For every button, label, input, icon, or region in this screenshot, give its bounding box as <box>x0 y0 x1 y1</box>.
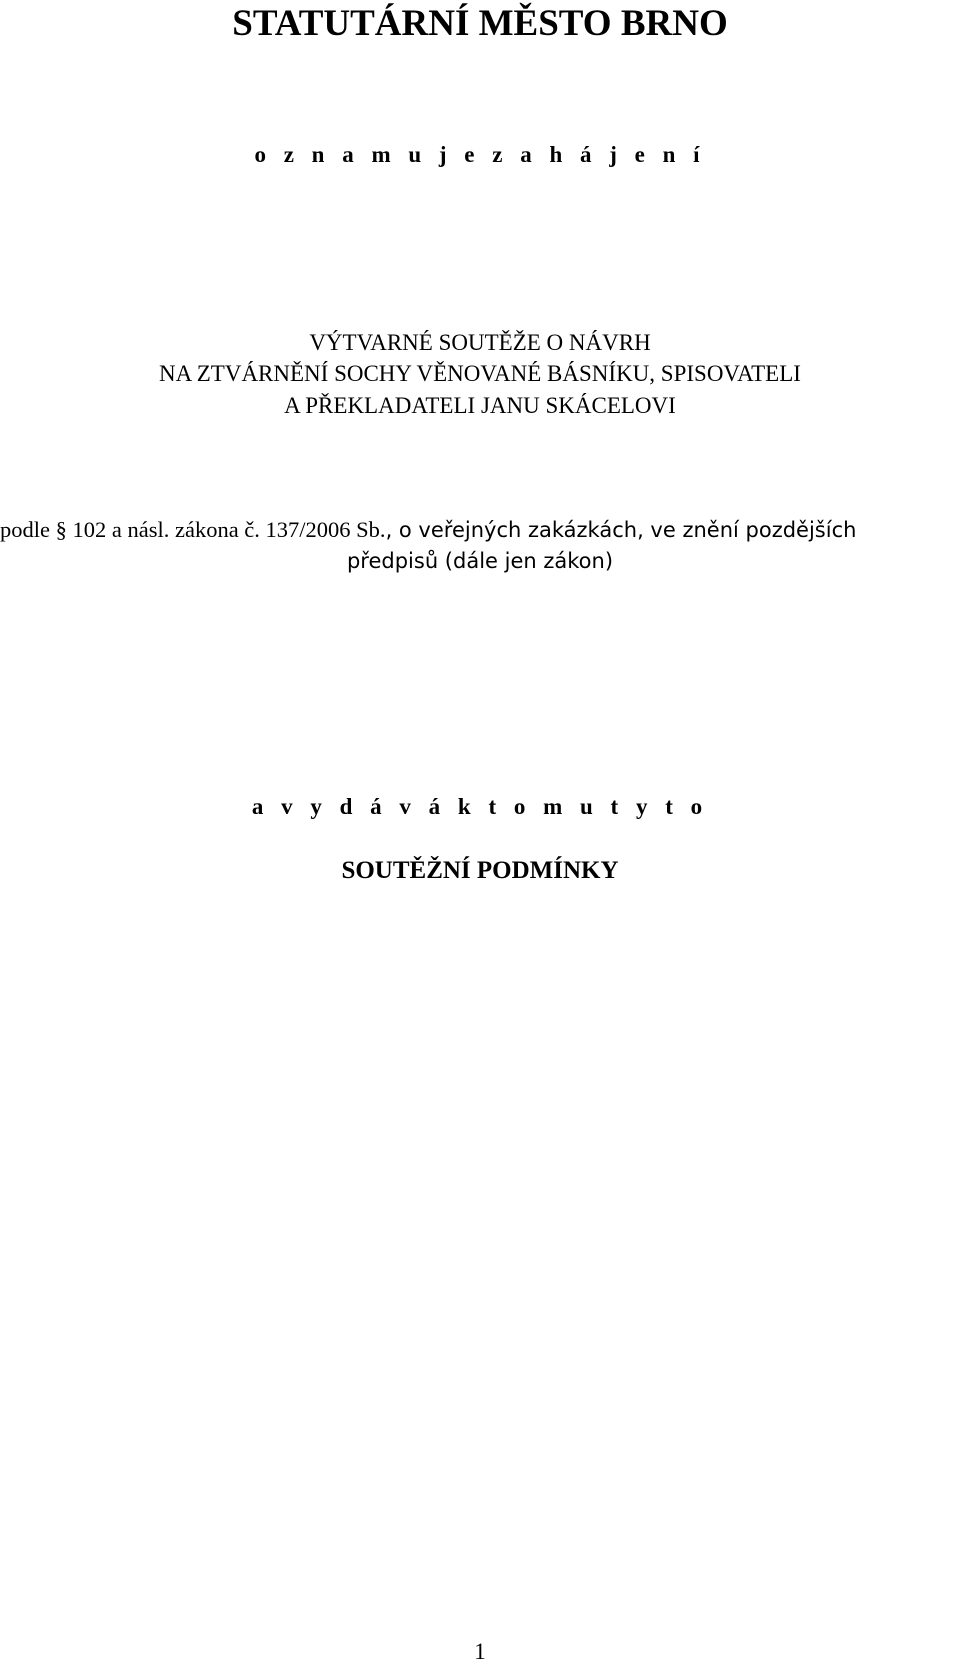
document-title: STATUTÁRNÍ MĚSTO BRNO <box>232 3 728 44</box>
contest-title-line-3: A PŘEKLADATELI JANU SKÁCELOVI <box>284 393 676 418</box>
legal-citation: podle § 102 a násl. zákona č. 137/2006 Sb. <box>0 517 386 542</box>
contest-title-line-1: VÝTVARNÉ SOUTĚŽE O NÁVRH <box>309 330 651 355</box>
legal-basis-line-1 <box>0 519 960 542</box>
announcement-text: o z n a m u j e z a h á j e n í <box>254 142 706 167</box>
legal-basis-line-2: předpisů (dále jen zákon) <box>346 549 614 573</box>
conditions-heading: SOUTĚŽNÍ PODMÍNKY <box>341 857 619 884</box>
issues-text: a v y d á v á k t o m u t y t o <box>251 794 709 819</box>
legal-citation-continued: , o veřejných zakázkách, ve znění pozdějších <box>385 518 857 542</box>
page-number: 1 <box>474 1639 486 1664</box>
contest-title-line-2: NA ZTVÁRNĚNÍ SOCHY VĚNOVANÉ BÁSNÍKU, SPISOVATELI <box>159 361 801 386</box>
